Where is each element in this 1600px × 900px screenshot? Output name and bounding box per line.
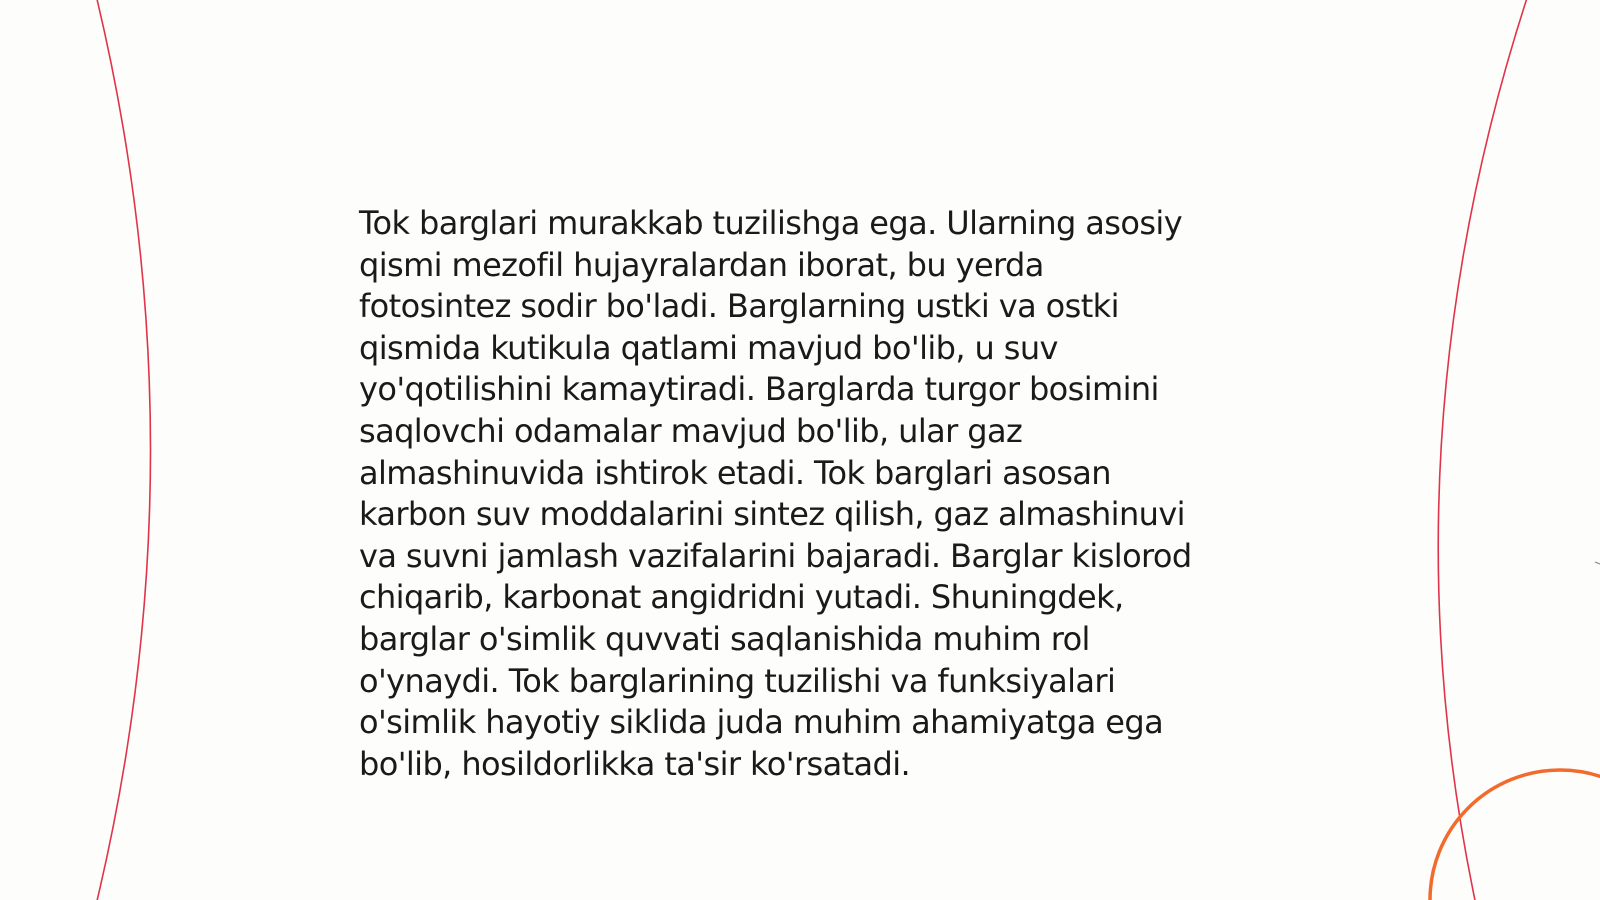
body-paragraph: Tok barglari murakkab tuzilishga ega. Ularning asosiy qismi mezofil hujayralardan iborat, bu yerda fotosintez sodir bo'ladi. Barglarning ustki va ostki qismida kutikula qatlami mavjud bo'lib, u suv yo'qotilishini kamaytiradi. Barglarda turgor bosimini saqlovchi odamalar mavjud bo'lib, ular gaz almashinuvida ishtirok etadi. Tok barglari asosan karbon suv moddalarini sintez qilish, gaz almashinuvi va suvni jamlash vazifalarini bajaradi. Barglar kislorod chiqarib, karbonat angidridni yutadi. Shuningdek, barglar o'simlik quvvati saqlanishida muhim rol o'ynaydi. Tok barglarining tuzilishi va funksiyalari o'simlik hayotiy siklida juda muhim ahamiyatga ega bo'lib, hosildorlikka ta'sir ko'rsatadi. [359, 204, 1192, 783]
small-mark [1595, 562, 1600, 564]
right-red-arc [1438, 0, 1528, 900]
left-red-arc [96, 0, 151, 900]
